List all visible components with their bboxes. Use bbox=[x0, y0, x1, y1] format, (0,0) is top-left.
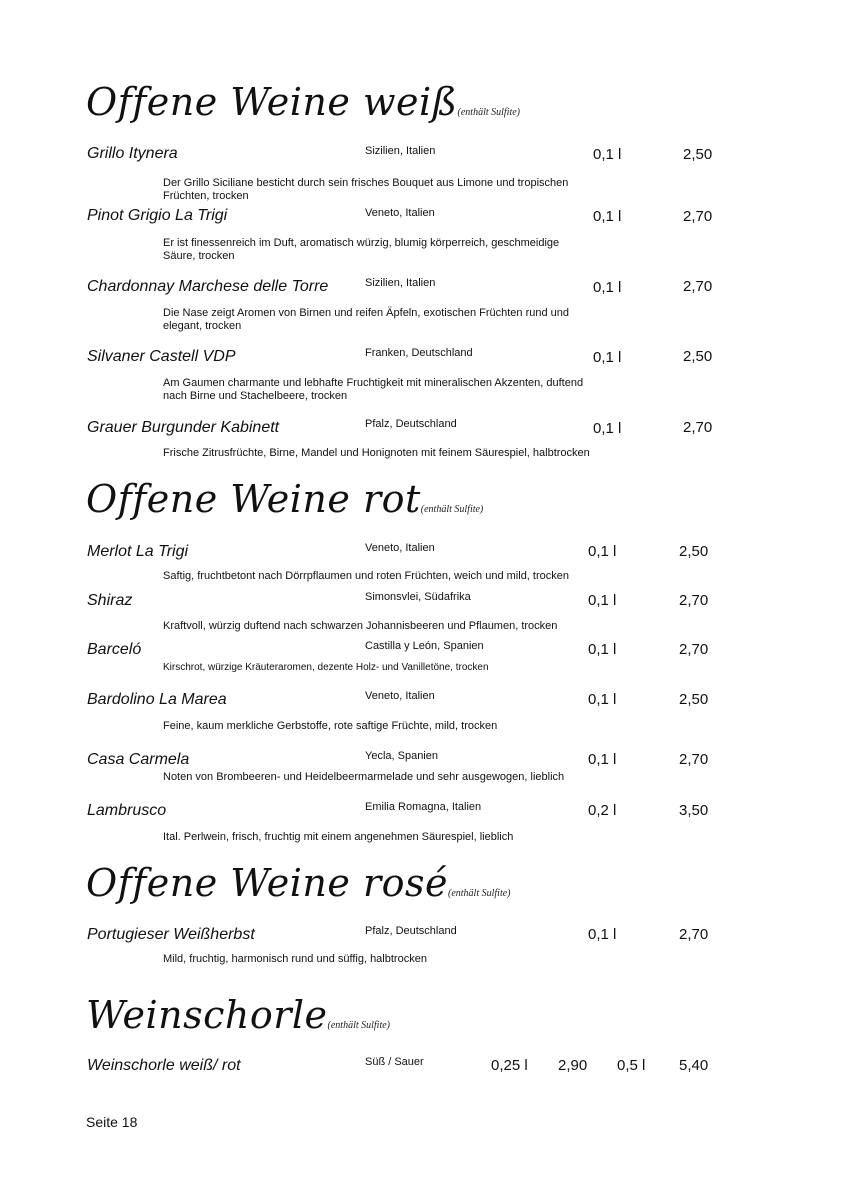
wine-description: Feine, kaum merkliche Gerbstoffe, rote saftige Früchte, mild, trocken bbox=[163, 720, 498, 732]
wine-price: 2,70 bbox=[683, 208, 713, 225]
wine-description: Die Nase zeigt Aromen von Birnen und reifen Äpfeln, exotischen Früchten rund und elegant, trocken bbox=[163, 307, 570, 332]
wine-name: Weinschorle weiß/ rot bbox=[87, 1057, 241, 1074]
wine-description: Am Gaumen charmante und lebhafte Fruchtigkeit mit mineralischen Akzenten, duftend nach Birne und Stachelbeere, trocken bbox=[163, 377, 584, 402]
sulfite-note: (enthält Sulfite) bbox=[457, 107, 521, 118]
wine-name: Casa Carmela bbox=[87, 751, 190, 768]
sulfite-note: (enthält Sulfite) bbox=[420, 504, 484, 515]
wine-price: 2,70 bbox=[679, 592, 709, 609]
wine-origin: Yecla, Spanien bbox=[365, 750, 438, 762]
section-title-schorle bbox=[86, 993, 390, 1037]
wine-price: 2,70 bbox=[683, 419, 713, 436]
wine-name: Bardolino La Marea bbox=[87, 691, 227, 708]
wine-quantity: 0,1 l bbox=[588, 926, 617, 943]
wine-description: Kraftvoll, würzig duftend nach schwarzen Johannisbeeren und Pflaumen, trocken bbox=[163, 620, 558, 632]
section-title-rose bbox=[86, 861, 511, 905]
wine-origin: Süß / Sauer bbox=[365, 1056, 424, 1068]
wine-origin: Emilia Romagna, Italien bbox=[365, 801, 482, 813]
wine-description: Der Grillo Siciliane besticht durch sein frisches Bouquet aus Limone und tropischen Früchten, trocken bbox=[163, 177, 569, 202]
wine-quantity: 0,1 l bbox=[593, 146, 622, 163]
wine-description: Noten von Brombeeren- und Heidelbeermarmelade und sehr ausgewogen, lieblich bbox=[163, 771, 565, 783]
wine-name: Merlot La Trigi bbox=[87, 543, 189, 560]
wine-name: Lambrusco bbox=[87, 802, 167, 819]
wine-price: 2,50 bbox=[683, 146, 713, 163]
wine-origin: Franken, Deutschland bbox=[365, 347, 473, 359]
wine-quantity: 0,1 l bbox=[588, 543, 617, 560]
wine-origin: Castilla y León, Spanien bbox=[365, 640, 484, 652]
section-title-white-text: Offene Weine weiß bbox=[86, 80, 458, 124]
wine-quantity: 0,1 l bbox=[593, 279, 622, 296]
wine-price: 2,70 bbox=[679, 751, 709, 768]
wine-origin: Veneto, Italien bbox=[365, 207, 435, 219]
wine-quantity: 0,1 l bbox=[588, 592, 617, 609]
wine-name: Portugieser Weißherbst bbox=[87, 926, 255, 943]
wine-origin: Pfalz, Deutschland bbox=[365, 418, 457, 430]
section-title-red-text: Offene Weine rot bbox=[86, 477, 421, 521]
wine-name: Grillo Itynera bbox=[87, 145, 178, 162]
section-title-rose-text: Offene Weine rosé bbox=[86, 861, 448, 905]
wine-quantity: 0,1 l bbox=[588, 691, 617, 708]
wine-origin: Sizilien, Italien bbox=[365, 277, 436, 289]
sulfite-note: (enthält Sulfite) bbox=[448, 888, 511, 899]
wine-name: Chardonnay Marchese delle Torre bbox=[87, 278, 329, 295]
wine-price: 2,50 bbox=[679, 543, 709, 560]
wine-quantity: 0,1 l bbox=[593, 420, 622, 437]
section-title-white bbox=[86, 80, 520, 124]
wine-price: 2,70 bbox=[683, 278, 713, 295]
section-title-red bbox=[86, 477, 483, 521]
wine-description: Kirschrot, würzige Kräuteraromen, dezente Holz- und Vanilletöne, trocken bbox=[163, 662, 489, 673]
wine-quantity-large: 0,5 l bbox=[617, 1057, 646, 1074]
wine-name: Barceló bbox=[87, 641, 142, 658]
wine-price: 2,50 bbox=[679, 691, 709, 708]
wine-origin: Veneto, Italien bbox=[365, 542, 435, 554]
wine-quantity: 0,1 l bbox=[588, 641, 617, 658]
wine-price: 2,70 bbox=[679, 641, 709, 658]
wine-price: 2,50 bbox=[683, 348, 713, 365]
wine-description: Ital. Perlwein, frisch, fruchtig mit einem angenehmen Säurespiel, lieblich bbox=[163, 831, 514, 843]
section-title-schorle-text: Weinschorle bbox=[86, 993, 328, 1037]
wine-origin: Sizilien, Italien bbox=[365, 145, 436, 157]
sulfite-note: (enthält Sulfite) bbox=[327, 1020, 391, 1031]
wine-name: Silvaner Castell VDP bbox=[87, 348, 236, 365]
wine-origin: Simonsvlei, Südafrika bbox=[365, 591, 471, 603]
wine-description: Frische Zitrusfrüchte, Birne, Mandel und Honignoten mit feinem Säurespiel, halbtrocken bbox=[163, 447, 590, 459]
wine-quantity: 0,1 l bbox=[588, 751, 617, 768]
wine-quantity: 0,1 l bbox=[593, 208, 622, 225]
wine-description: Saftig, fruchtbetont nach Dörrpflaumen und roten Früchten, weich und mild, trocken bbox=[163, 570, 569, 582]
wine-price: 2,70 bbox=[679, 926, 709, 943]
wine-quantity-small: 0,25 l bbox=[491, 1057, 528, 1074]
wine-quantity: 0,2 l bbox=[588, 802, 617, 819]
wine-origin: Pfalz, Deutschland bbox=[365, 925, 457, 937]
wine-price-large: 5,40 bbox=[679, 1057, 709, 1074]
wine-name: Shiraz bbox=[87, 592, 133, 609]
page-number: Seite 18 bbox=[86, 1114, 138, 1130]
wine-origin: Veneto, Italien bbox=[365, 690, 435, 702]
wine-description: Er ist finessenreich im Duft, aromatisch würzig, blumig körperreich, geschmeidige Säure, trocken bbox=[163, 237, 560, 262]
wine-price-small: 2,90 bbox=[558, 1057, 588, 1074]
wine-description: Mild, fruchtig, harmonisch rund und süffig, halbtrocken bbox=[163, 953, 427, 965]
wine-name: Pinot Grigio La Trigi bbox=[87, 207, 228, 224]
wine-name: Grauer Burgunder Kabinett bbox=[87, 419, 280, 436]
wine-price: 3,50 bbox=[679, 802, 709, 819]
wine-quantity: 0,1 l bbox=[593, 349, 622, 366]
